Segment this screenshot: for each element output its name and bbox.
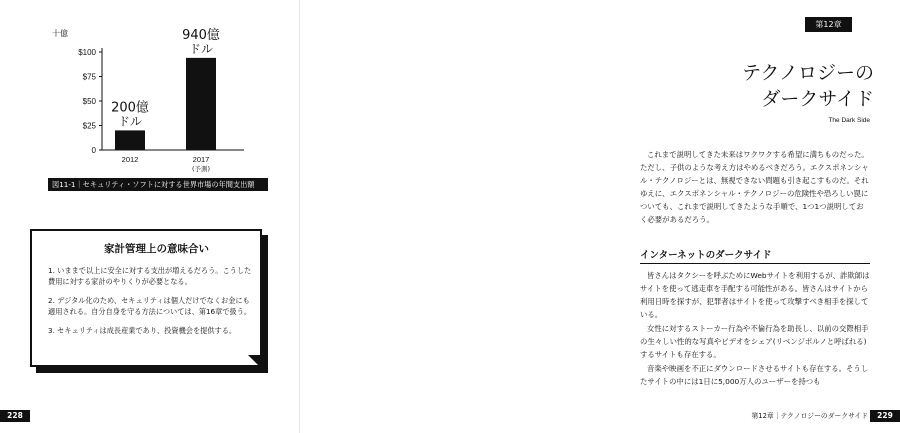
note-item: 3. セキュリティは成長産業であり、投資機会を提供する。 — [48, 326, 237, 335]
note-item: 2. デジタル化のため、セキュリティは個人だけでなくお金にも適用される。自分自身を守る方法については、第16章で扱う。 — [48, 296, 252, 316]
data-label: ドル — [188, 41, 214, 56]
chapter-title-line2: ダークサイド — [761, 88, 874, 110]
section-heading: インターネットのダークサイド — [640, 247, 870, 264]
note-title: 家計管理上の意味合い — [104, 243, 209, 255]
x-tick-label: 2012 — [121, 155, 139, 164]
data-label: 200億 — [111, 100, 149, 116]
chart-unit-label: 十億 — [52, 29, 68, 38]
page-number-left: 228 — [0, 410, 30, 422]
data-label: ドル — [117, 114, 143, 129]
running-head: 第12章｜テクノロジーのダークサイド — [751, 412, 868, 420]
y-tick-label: $100 — [78, 48, 96, 57]
data-label: 940億 — [182, 27, 220, 43]
chapter-title-line1: テクノロジーの — [742, 62, 874, 84]
bar-chart — [44, 18, 254, 178]
note-list — [48, 265, 253, 344]
right-page — [300, 0, 893, 433]
y-tick-label: $75 — [82, 72, 96, 82]
y-tick-label: $25 — [82, 121, 96, 131]
body-paragraph: 女性に対するストーカー行為や不倫行為を助長し、以前の交際相手の生々しい性的な写真やビデオをシェア(リベンジポルノと呼ばれる)するサイトも存在する。 — [640, 324, 869, 359]
body-paragraph: 皆さんはタクシーを呼ぶためにWebサイトを利用するが、詐欺師はサイトを使って逃走車を手配する可能性がある。皆さんはサイトから利用日時を探すが、犯罪者はサイトを使って攻撃すべき相手を探している。 — [640, 271, 870, 319]
intro-paragraph: これまで説明してきた未来はワクワクする希望に満ちものだった。ただし、子供のような考え方はやめるべきだろう。エクスポネンシャル・テクノロジーとは、無視できない問題も引き起こすものだ。それゆえに、エクスポネンシャル・テクノロジーの危険性や恐ろしい罠についても、これまで説明してきたような手順で、1つ1つ説明しておく必要があるだろう。 — [640, 150, 869, 224]
x-tick-sublabel: (予測) — [191, 165, 211, 173]
note-item: 1. いままで以上に安全に対する支出が増えるだろう。こうした費用に対する家計のやりくりが必要となる。 — [48, 266, 252, 286]
body-paragraph: 音楽や映画を不正にダウンロードさせるサイトも存在する。そうしたサイトの中には1日に5,000万人のユーザーを持つも — [640, 364, 869, 386]
chapter-title — [714, 60, 874, 112]
note-box — [30, 229, 262, 367]
note-corner-fold — [248, 355, 264, 371]
chart-svg — [44, 18, 254, 178]
chapter-badge: 第12章 — [805, 17, 852, 32]
x-tick-label: 2017 — [192, 155, 210, 164]
chapter-subtitle: The Dark Side — [828, 117, 870, 124]
page-number-right: 229 — [870, 410, 900, 422]
left-page — [0, 0, 300, 433]
bar — [115, 130, 145, 150]
y-tick-label: 0 — [91, 146, 96, 155]
bar — [186, 58, 216, 150]
y-tick-label: $50 — [82, 97, 96, 106]
figure-caption: 図11-1｜セキュリティ・ソフトに対する世界市場の年間支出額 — [48, 178, 268, 191]
